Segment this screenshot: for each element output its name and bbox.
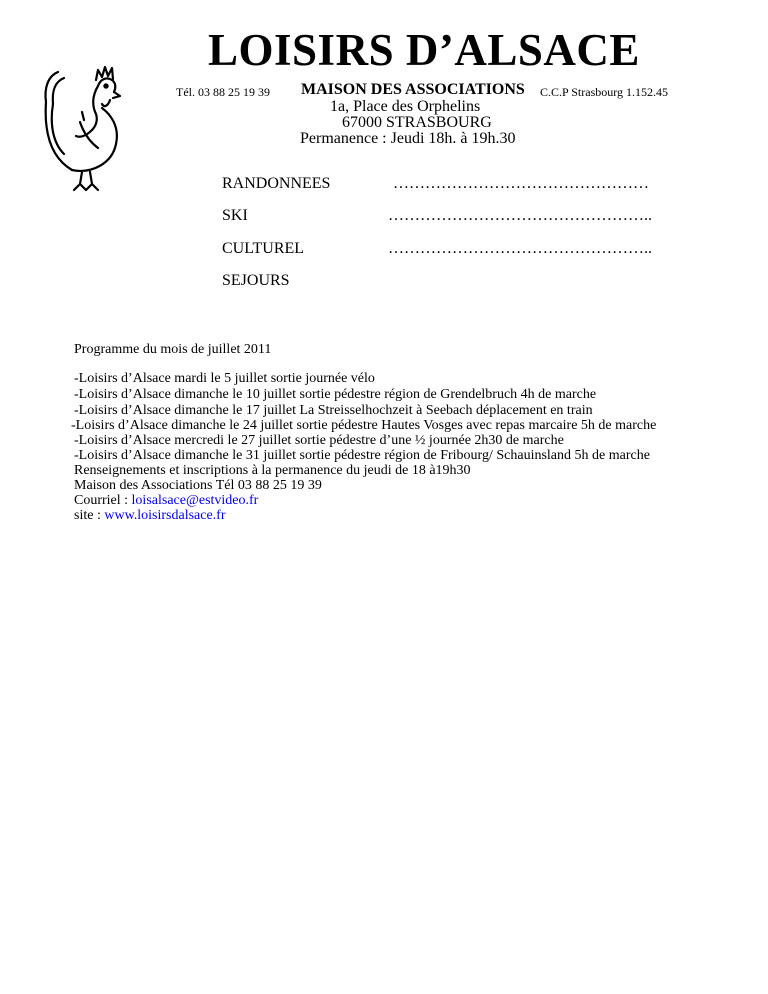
programme-line: Maison des Associations Tél 03 88 25 19 39 — [74, 478, 322, 493]
programme-line: -Loisirs d’Alsace dimanche le 31 juillet sortie pédestre région de Fribourg/ Schauinsland 5h de marche — [74, 448, 650, 463]
website-link[interactable]: www.loisirsdalsace.fr — [104, 508, 226, 523]
programme-line: -Loisirs d’Alsace mercredi le 27 juillet sortie pédestre d’une ½ journée 2h30 de marche — [74, 433, 564, 448]
programme-line: -Loisirs d’Alsace dimanche le 17 juillet La Streisselhochzeit à Seebach déplacement en train — [74, 403, 593, 418]
address-city: 67000 STRASBOURG — [342, 114, 492, 131]
programme-title: Programme du mois de juillet 2011 — [74, 342, 272, 357]
programme-line: -Loisirs d’Alsace dimanche le 10 juillet sortie pédestre région de Grendelbruch 4h de marche — [74, 387, 597, 402]
activity-randonnees-dots: ………………………………………… — [393, 175, 649, 192]
website-label: site : — [74, 508, 105, 523]
programme-line: Renseignements et inscriptions à la permanence du jeudi de 18 à19h30 — [74, 463, 471, 478]
page-title: LOISIRS D’ALSACE — [208, 25, 640, 75]
activity-randonnees-label: RANDONNEES — [222, 175, 331, 192]
rooster-logo-icon — [36, 62, 122, 192]
activity-culturel-label: CULTUREL — [222, 240, 305, 257]
website-row — [74, 508, 226, 524]
organization-name: MAISON DES ASSOCIATIONS — [301, 81, 525, 98]
email-link[interactable]: loisalsace@estvideo.fr — [131, 493, 259, 508]
email-label: Courriel : — [74, 493, 132, 508]
phone-number: Tél. 03 88 25 19 39 — [176, 85, 270, 99]
programme-line: -Loisirs d’Alsace dimanche le 24 juillet sortie pédestre Hautes Vosges avec repas marcaire 5h de marche — [71, 418, 657, 433]
email-row — [74, 493, 258, 509]
address-street: 1a, Place des Orphelins — [330, 98, 481, 115]
programme-line: -Loisirs d’Alsace mardi le 5 juillet sortie journée vélo — [74, 371, 375, 386]
office-hours: Permanence : Jeudi 18h. à 19h.30 — [300, 130, 516, 147]
activity-ski-label: SKI — [222, 207, 248, 224]
activity-culturel-dots: ………………………………………….. — [388, 240, 652, 257]
activity-ski-dots: ………………………………………….. — [388, 207, 652, 224]
postal-account: C.C.P Strasbourg 1.152.45 — [540, 85, 669, 99]
activity-sejours-label: SEJOURS — [222, 272, 290, 289]
